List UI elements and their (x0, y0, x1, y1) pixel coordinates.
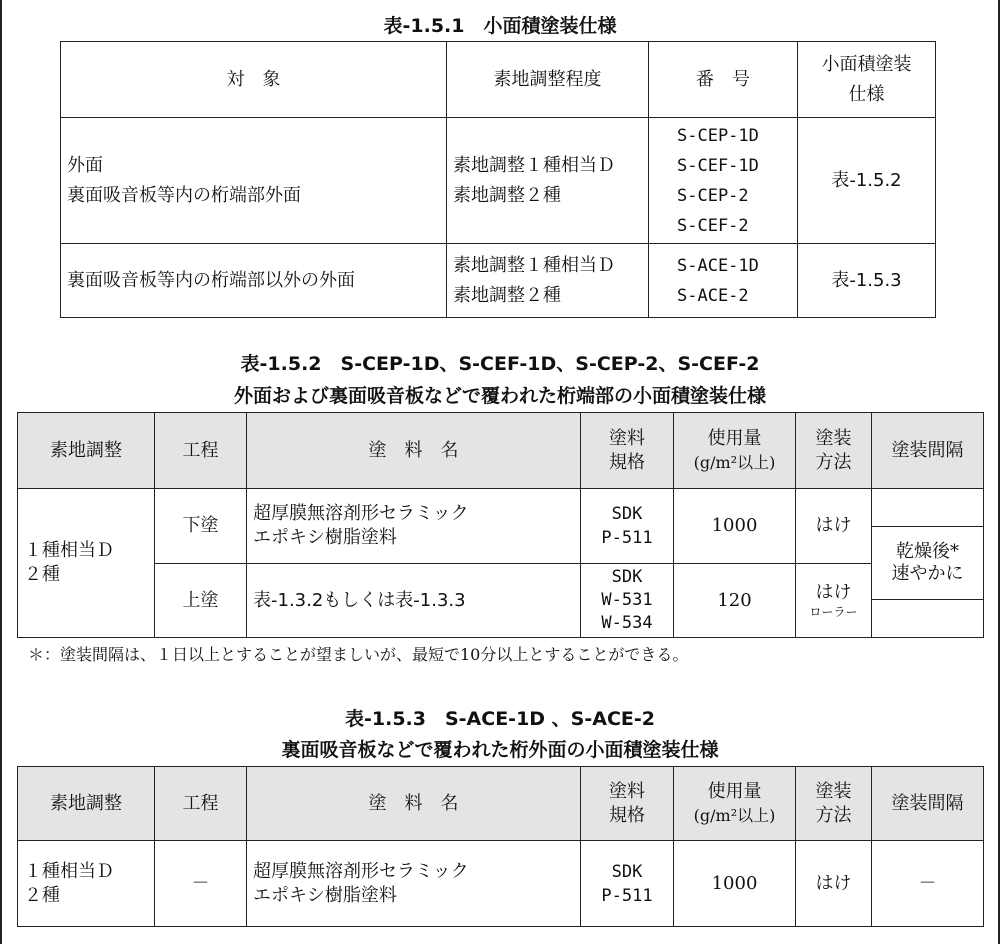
table-3-title-line2: 裏面吸音板などで覆われた桁外面の小面積塗装仕様 (281, 739, 719, 761)
header-method-line2: 方法 (815, 804, 852, 826)
row1-target (61, 118, 447, 244)
row2-prep (447, 244, 649, 318)
header-interval: 塗装間隔 (872, 767, 984, 841)
header-amount-line2: (g/m²以上) (693, 452, 776, 472)
paint-line1: 超厚膜無溶剤形セラミック (253, 860, 469, 882)
method-line1: はけ (815, 581, 852, 603)
paint-line1: 超厚膜無溶剤形セラミック (253, 503, 469, 524)
paint-topcoat: 表-1.3.2もしくは表-1.3.3 (247, 564, 581, 638)
table-2-footnote: ＊：塗装間隔は、１日以上とすることが望ましいが、最短で10分以上とすることができる。 (28, 645, 689, 664)
header-paint: 塗 料 名 (247, 767, 581, 841)
row1-spec: 表-1.5.2 (798, 118, 936, 244)
std-undercoat (581, 489, 674, 564)
header-amount-line1: 使用量 (707, 427, 762, 449)
page-border-left (0, 0, 2, 944)
method-undercoat: はけ (796, 489, 872, 564)
prep-cell (18, 841, 155, 927)
paint-line2: エポキシ樹脂塗料 (253, 527, 397, 548)
header-process: 工程 (155, 767, 247, 841)
amount-cell: 1000 (674, 841, 796, 927)
interval-line2: 速やかに (891, 563, 964, 584)
table-2-header-row (18, 413, 984, 489)
row2-prep-line1: 素地調整１種相当Ｄ (453, 254, 615, 276)
row2-prep-line2: 素地調整２種 (453, 284, 561, 306)
paint-line2: エポキシ樹脂塗料 (253, 884, 397, 906)
header-method-line1: 塗装 (815, 780, 852, 802)
table-1-header-row (61, 42, 936, 118)
number-item: S-CEP-1D (677, 125, 759, 146)
prep-line2: ２種 (24, 564, 60, 585)
number-item: S-ACE-2 (677, 285, 749, 306)
header-prep: 素地調整 (18, 767, 155, 841)
table-1 (60, 41, 936, 318)
header-target: 対 象 (61, 42, 447, 118)
header-spec-line1: 小面積塗装 (821, 53, 912, 75)
std-item: SDK (611, 504, 643, 524)
table-2-title-line1: 表-1.5.2 S-CEP-1D、S-CEF-1D、S-CEP-2、S-CEF-2 (240, 353, 760, 375)
header-method-line1: 塗装 (815, 427, 852, 449)
header-std-line1: 塗料 (609, 427, 645, 449)
table-2-title-line2: 外面および裏面吸音板などで覆われた桁端部の小面積塗装仕様 (233, 385, 766, 407)
number-item: S-CEF-1D (677, 155, 759, 176)
row1-prep-line1: 素地調整１種相当Ｄ (453, 154, 615, 176)
std-item: W-534 (601, 613, 653, 633)
row2-target: 裏面吸音板等内の桁端部以外の外面 (61, 244, 447, 318)
method-line2: ローラー (809, 604, 858, 619)
std-item: P-511 (601, 885, 653, 906)
process-undercoat: 下塗 (155, 489, 247, 564)
prep-line1: １種相当Ｄ (24, 860, 114, 882)
table-2 (17, 412, 984, 638)
header-std-line2: 規格 (609, 451, 645, 473)
number-item: S-CEP-2 (677, 185, 749, 206)
table-row (18, 489, 984, 527)
interval-empty-bottom (872, 600, 984, 638)
header-method-line2: 方法 (815, 451, 852, 473)
header-number: 番 号 (649, 42, 798, 118)
paint-undercoat (247, 489, 581, 564)
header-prep: 素地調整 (18, 413, 155, 489)
header-std-line1: 塗料 (609, 780, 645, 802)
process-cell: － (155, 841, 247, 927)
table-row (61, 244, 936, 318)
row1-target-line2: 裏面吸音板等内の桁端部外面 (67, 184, 301, 206)
header-method (796, 413, 872, 489)
header-std (581, 413, 674, 489)
header-spec (798, 42, 936, 118)
row2-numbers (649, 244, 798, 318)
amount-topcoat: 120 (674, 564, 796, 638)
process-topcoat: 上塗 (155, 564, 247, 638)
table-3 (17, 766, 984, 927)
row1-prep-line2: 素地調整２種 (453, 184, 561, 206)
header-process: 工程 (155, 413, 247, 489)
prep-line2: ２種 (24, 884, 60, 906)
row2-spec: 表-1.5.3 (798, 244, 936, 318)
std-item: P-511 (601, 528, 653, 548)
table-3-title-line1: 表-1.5.3 S-ACE-1D 、S-ACE-2 (345, 708, 655, 730)
std-item: W-531 (601, 590, 653, 610)
std-item: SDK (611, 567, 643, 587)
number-item: S-CEF-2 (677, 215, 749, 236)
header-prep: 素地調整程度 (447, 42, 649, 118)
table-1-title: 表-1.5.1 小面積塗装仕様 (383, 15, 617, 37)
header-interval: 塗装間隔 (872, 413, 984, 489)
row1-target-line1: 外面 (67, 154, 103, 176)
header-amount (674, 413, 796, 489)
header-amount-line1: 使用量 (707, 780, 762, 802)
table-row (61, 118, 936, 244)
header-amount (674, 767, 796, 841)
paint-cell (247, 841, 581, 927)
std-cell (581, 841, 674, 927)
header-method (796, 767, 872, 841)
header-std-line2: 規格 (609, 804, 645, 826)
amount-undercoat: 1000 (674, 489, 796, 564)
interval-cell (872, 527, 984, 600)
interval-empty-top (872, 489, 984, 527)
prep-line1: １種相当Ｄ (24, 540, 114, 561)
header-amount-line2: (g/m²以上) (693, 805, 776, 825)
interval-cell: － (872, 841, 984, 927)
prep-cell (18, 489, 155, 638)
row1-numbers (649, 118, 798, 244)
header-paint: 塗 料 名 (247, 413, 581, 489)
std-item: SDK (611, 861, 643, 882)
interval-line1: 乾燥後* (896, 541, 959, 562)
table-3-header-row (18, 767, 984, 841)
table-row (18, 564, 984, 600)
method-topcoat (796, 564, 872, 638)
header-std (581, 767, 674, 841)
method-cell: はけ (796, 841, 872, 927)
number-item: S-ACE-1D (677, 255, 759, 276)
table-row (18, 841, 984, 927)
row1-prep (447, 118, 649, 244)
header-spec-line2: 仕様 (848, 83, 885, 105)
std-topcoat (581, 564, 674, 638)
